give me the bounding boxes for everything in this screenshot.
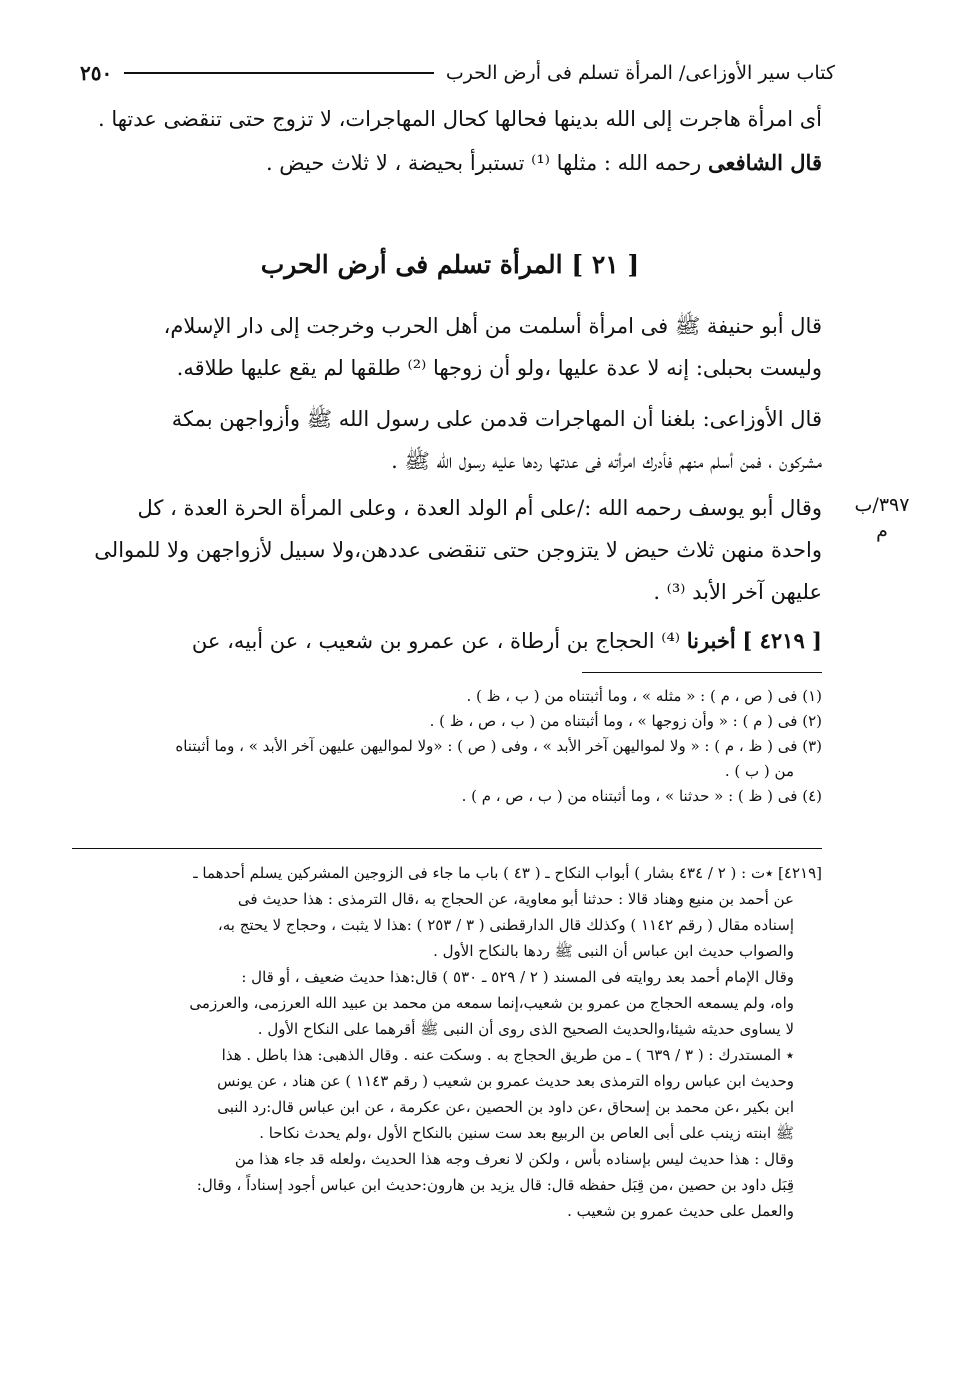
paragraph-line: قال أبو حنيفة ﷺ فى امرأة أسلمت من أهل الحرب وخرجت إلى دار الإسلام، xyxy=(163,314,822,338)
folio-reference: ٣٩٧/ب xyxy=(854,494,910,516)
footnote-item: (٤) فى ( ظ ) : « حدثنا » ، وما أثبتناه من ( ب ، ص ، م ) . xyxy=(461,787,822,805)
shafii-text: رحمه الله : مثلها ⁽¹⁾ تستبرأ بحيضة ، لا ثلاث حيض . xyxy=(265,151,708,175)
footnotes xyxy=(78,684,822,809)
running-header xyxy=(80,56,835,90)
commentary xyxy=(72,860,822,1224)
paragraph-line: واحدة منهن ثلاث حيض لا يتزوجن حتى تنقضى عددهن،ولا سبيل لأزواجهن ولا للموالى xyxy=(94,538,822,562)
paragraph-line: مشركون ، فمن أسلم منهم فأدرك امرأته فى عدتها ردها عليه رسول الله ﷺ . xyxy=(391,449,822,473)
hadith-line xyxy=(78,626,822,656)
header-rule xyxy=(124,72,434,74)
footnote-item: (١) فى ( ص ، م ) : « مثله » ، وما أثبتناه من ( ب ، ظ ) . xyxy=(466,687,822,705)
commentary-line: ٭ المستدرك : ( ٣ / ٦٣٩ ) ـ من طريق الحجاج به . وسكت عنه . وقال الذهبى: هذا باطل . هذا xyxy=(221,1046,794,1064)
commentary-line: والعمل على حديث عمرو بن شعيب . xyxy=(567,1202,794,1220)
paragraph-line: عليهن آخر الأبد ⁽³⁾ . xyxy=(653,580,822,604)
hadith-chain-text: ⁽⁴⁾ الحجاج بن أرطاة ، عن عمرو بن شعيب ، عن أبيه، عن xyxy=(191,629,687,653)
paragraph-abu-hanifa xyxy=(78,311,822,383)
commentary-line: واه، ولم يسمعه الحجاج من عمرو بن شعيب،إنما سمعه من محمد بن عبيد الله العرزمى، والعرزمى xyxy=(189,994,794,1012)
commentary-line: لا يساوى حديثه شيئا،والحديث الصحيح الذى روى أن النبى ﷺ أقرهما على النكاح الأول . xyxy=(257,1020,794,1038)
commentary-line: وحديث ابن عباس رواه الترمذى بعد حديث عمرو بن شعيب ( رقم ١١٤٣ ) عن هناد ، عن يونس xyxy=(217,1072,794,1090)
footnote-item: (٢) فى ( م ) : « وأن زوجها » ، وما أثبتناه من ( ب ، ص ، ظ ) . xyxy=(429,712,822,730)
commentary-line: إسناده مقال ( رقم ١١٤٢ ) وكذلك قال الدارقطنى ( ٣ / ٢٥٣ ) :هذا لا يثبت ، وحجاج لا يحتج به، xyxy=(217,916,794,934)
intro-text xyxy=(78,104,822,178)
hadith-chain xyxy=(78,626,822,656)
commentary-line: ﷺ ابنته زينب على أبى العاص بن الربيع بعد ست سنين بالنكاح الأول ،ولم يحدث نكاحا . xyxy=(259,1124,794,1142)
shafii-label: قال الشافعى xyxy=(707,150,822,175)
commentary-separator xyxy=(72,848,822,849)
commentary-line: ابن بكير ،عن محمد بن إسحاق ،عن داود بن الحصين ،عن عكرمة ، عن ابن عباس قال:رد النبى xyxy=(217,1098,794,1116)
intro-line-2 xyxy=(78,148,822,178)
margin-folio-note xyxy=(842,492,922,544)
page-number: ٢٥٠ xyxy=(80,61,113,85)
hadith-number: [ ٤٢١٩ ] xyxy=(742,628,822,653)
paragraph-line: وليست بحبلى: إنه لا عدة عليها ،ولو أن زوجها ⁽²⁾ طلقها لم يقع عليها طلاقه. xyxy=(176,356,822,380)
footnote-item: من ( ب ) . xyxy=(724,762,794,780)
paragraph-awzai xyxy=(78,404,822,476)
commentary-line: عن أحمد بن منيع وهناد قالا : حدثنا أبو معاوية، عن الحجاج به ،قال الترمذى : هذا حديث فى xyxy=(237,890,794,908)
section-heading: [ ٢١ ] المرأة تسلم فى أرض الحرب xyxy=(260,250,640,279)
footnote-item: (٣) فى ( ظ ، م ) : « ولا لمواليهن آخر الأبد » ، وفى ( ص ) : «ولا لمواليهن عليهن آخر الأبد » ، وما أثبتناه xyxy=(175,737,822,755)
running-title: كتاب سير الأوزاعى/ المرأة تسلم فى أرض الحرب xyxy=(445,62,835,84)
paragraph-line: وقال أبو يوسف رحمه الله :/على أم الولد العدة ، وعلى المرأة الحرة العدة ، كل xyxy=(137,496,822,520)
commentary-line: وقال الإمام أحمد بعد روايته فى المسند ( ٢ / ٥٢٩ ـ ٥٣٠ ) قال:هذا حديث ضعيف ، أو قال : xyxy=(241,968,794,986)
folio-letter: م xyxy=(876,520,888,542)
akhbarana-label: أخبرنا xyxy=(686,628,736,653)
footnote-separator xyxy=(582,672,822,673)
paragraph-line: قال الأوزاعى: بلغنا أن المهاجرات قدمن على رسول الله ﷺ وأزواجهن بمكة xyxy=(171,407,822,431)
intro-line-1: أى امرأة هاجرت إلى الله بدينها فحالها كحال المهاجرات، لا تزوج حتى تنقضى عدتها . xyxy=(97,107,822,131)
commentary-line: والصواب حديث ابن عباس أن النبى ﷺ ردها بالنكاح الأول . xyxy=(433,942,794,960)
commentary-line: وقال : هذا حديث ليس بإسناده بأس ، ولكن لا نعرف وجه هذا الحديث ،ولعله قد جاء هذا من xyxy=(234,1150,794,1168)
commentary-line: [٤٢١٩] ٭ت : ( ٢ / ٤٣٤ بشار ) أبواب النكاح ـ ( ٤٣ ) باب ما جاء فى الزوجين المشركين يسلم أحدهما ـ xyxy=(193,864,822,882)
commentary-line: قِبَل داود بن حصين ،من قِبَل حفظه قال: قال يزيد بن هارون:حديث ابن عباس أجود إسناداً ، وقال: xyxy=(196,1176,794,1194)
paragraph-abu-yusuf xyxy=(78,493,822,607)
